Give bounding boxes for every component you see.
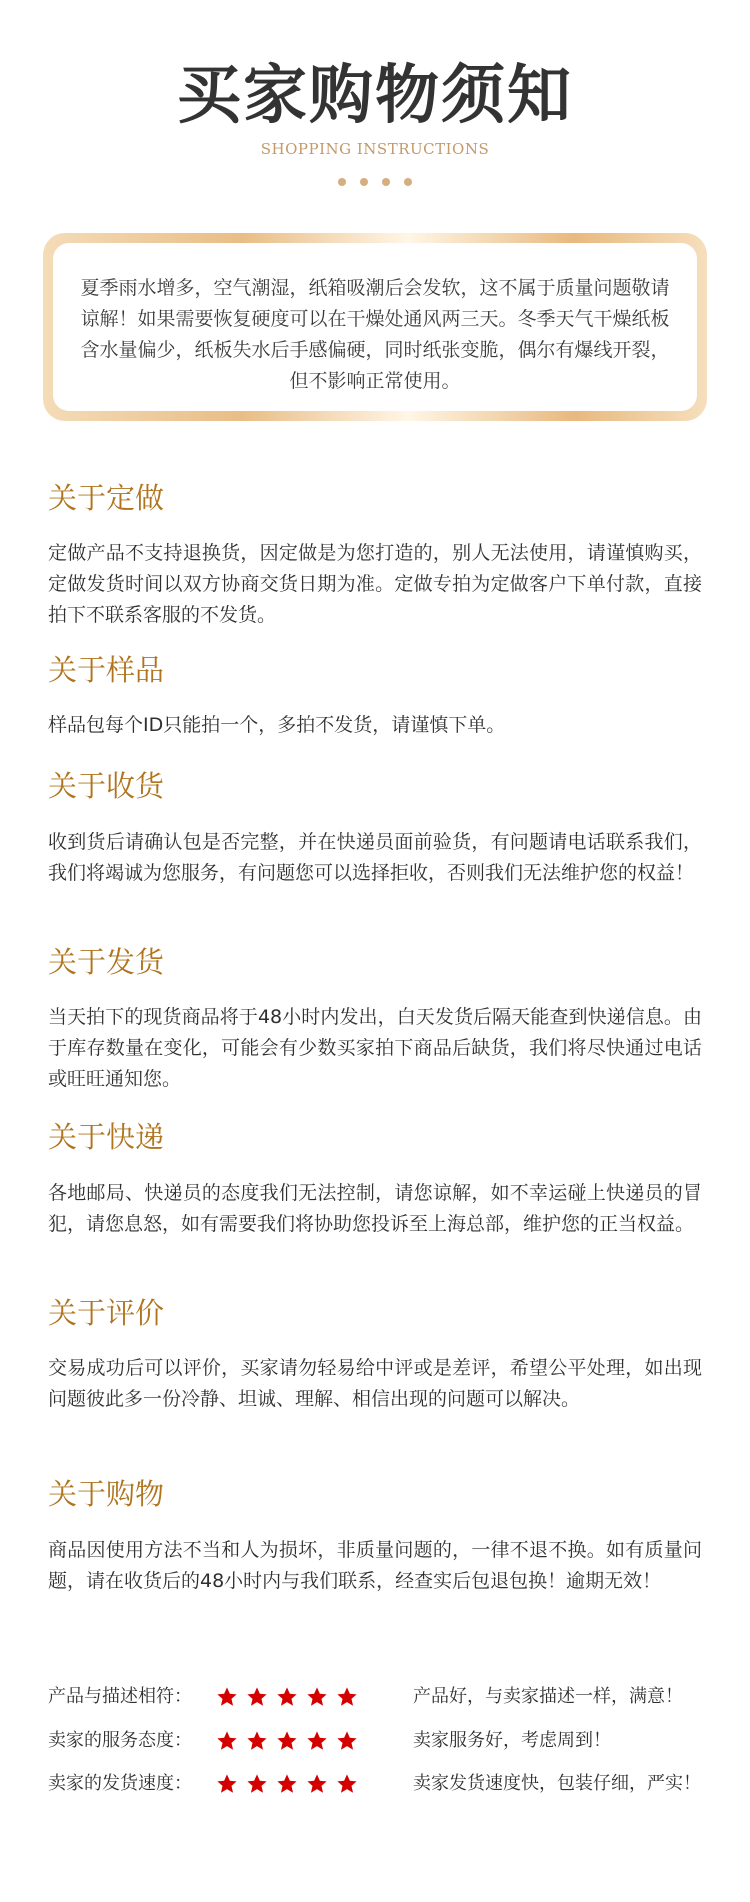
star-icon xyxy=(306,1773,328,1795)
star-icon xyxy=(336,1730,358,1752)
section-title-shipping: 关于发货 xyxy=(48,945,165,979)
section-title-review: 关于评价 xyxy=(48,1296,165,1330)
dot-icon xyxy=(404,178,412,186)
rating-comment: 产品好，与卖家描述一样，满意！ xyxy=(413,1686,683,1707)
section-body-review: 交易成功后可以评价，买家请勿轻易给中评或是差评，希望公平处理，如出现问题彼此多一份冷静、坦诚、理解、相信出现的问题可以解决。 xyxy=(48,1357,702,1410)
notice-box xyxy=(43,233,707,421)
page-subtitle: SHOPPING INSTRUCTIONS xyxy=(260,140,490,158)
star-icon xyxy=(336,1773,358,1795)
decorative-dots xyxy=(0,178,750,186)
star-icon xyxy=(216,1773,238,1795)
section-body-receiving: 收到货后请确认包是否完整，并在快递员面前验货，有问题请电话联系我们，我们将竭诚为您服务，有问题您可以选择拒收，否则我们无法维护您的权益！ xyxy=(48,831,702,884)
dot-icon xyxy=(382,178,390,186)
section-title-receiving: 关于收货 xyxy=(48,769,165,803)
section-body-sample: 样品包每个ID只能拍一个，多拍不发货，请谨慎下单。 xyxy=(48,714,506,736)
rating-row-service xyxy=(48,1726,708,1756)
star-rating xyxy=(216,1682,366,1723)
section-title-shopping: 关于购物 xyxy=(48,1477,165,1511)
section-body-courier: 各地邮局、快递员的态度我们无法控制，请您谅解，如不幸运碰上快递员的冒犯，请您息怒，如有需要我们将协助您投诉至上海总部，维护您的正当权益。 xyxy=(48,1182,702,1235)
star-icon xyxy=(246,1773,268,1795)
rating-comment: 卖家服务好，考虑周到！ xyxy=(413,1730,611,1751)
star-icon xyxy=(216,1686,238,1708)
page-title: 买家购物须知 xyxy=(177,59,573,133)
star-rating xyxy=(216,1769,366,1810)
section-title-courier: 关于快递 xyxy=(48,1120,165,1154)
section-title-sample: 关于样品 xyxy=(48,653,165,687)
star-icon xyxy=(336,1686,358,1708)
section-title-custom: 关于定做 xyxy=(48,481,165,515)
rating-label: 卖家的服务态度： xyxy=(48,1730,192,1751)
rating-row-delivery xyxy=(48,1769,708,1799)
star-rating xyxy=(216,1726,366,1767)
rating-row-description xyxy=(48,1682,708,1712)
dot-icon xyxy=(360,178,368,186)
star-icon xyxy=(276,1686,298,1708)
notice-text: 夏季雨水增多，空气潮湿，纸箱吸潮后会发软，这不属于质量问题敬请谅解！如果需要恢复硬度可以在干燥处通风两三天。冬季天气干燥纸板含水量偏少，纸板失水后手感偏硬，同时纸张变脆，偶尔有爆线开裂，但不影响正常使用。 xyxy=(53,243,697,411)
dot-icon xyxy=(338,178,346,186)
star-icon xyxy=(306,1730,328,1752)
star-icon xyxy=(246,1686,268,1708)
section-body-custom: 定做产品不支持退换货，因定做是为您打造的，别人无法使用，请谨慎购买，定做发货时间以双方协商交货日期为准。定做专拍为定做客户下单付款，直接拍下不联系客服的不发货。 xyxy=(48,542,702,626)
section-body-shipping: 当天拍下的现货商品将于48小时内发出，白天发货后隔天能查到快递信息。由于库存数量在变化，可能会有少数买家拍下商品后缺货，我们将尽快通过电话或旺旺通知您。 xyxy=(48,1006,702,1090)
star-icon xyxy=(276,1773,298,1795)
star-icon xyxy=(306,1686,328,1708)
rating-label: 产品与描述相符： xyxy=(48,1686,192,1707)
star-icon xyxy=(216,1730,238,1752)
rating-comment: 卖家发货速度快，包装仔细，严实！ xyxy=(413,1773,701,1794)
star-icon xyxy=(246,1730,268,1752)
star-icon xyxy=(276,1730,298,1752)
rating-label: 卖家的发货速度： xyxy=(48,1773,192,1794)
section-body-shopping: 商品因使用方法不当和人为损坏，非质量问题的，一律不退不换。如有质量问题，请在收货后的48小时内与我们联系，经查实后包退包换！逾期无效！ xyxy=(48,1539,702,1592)
